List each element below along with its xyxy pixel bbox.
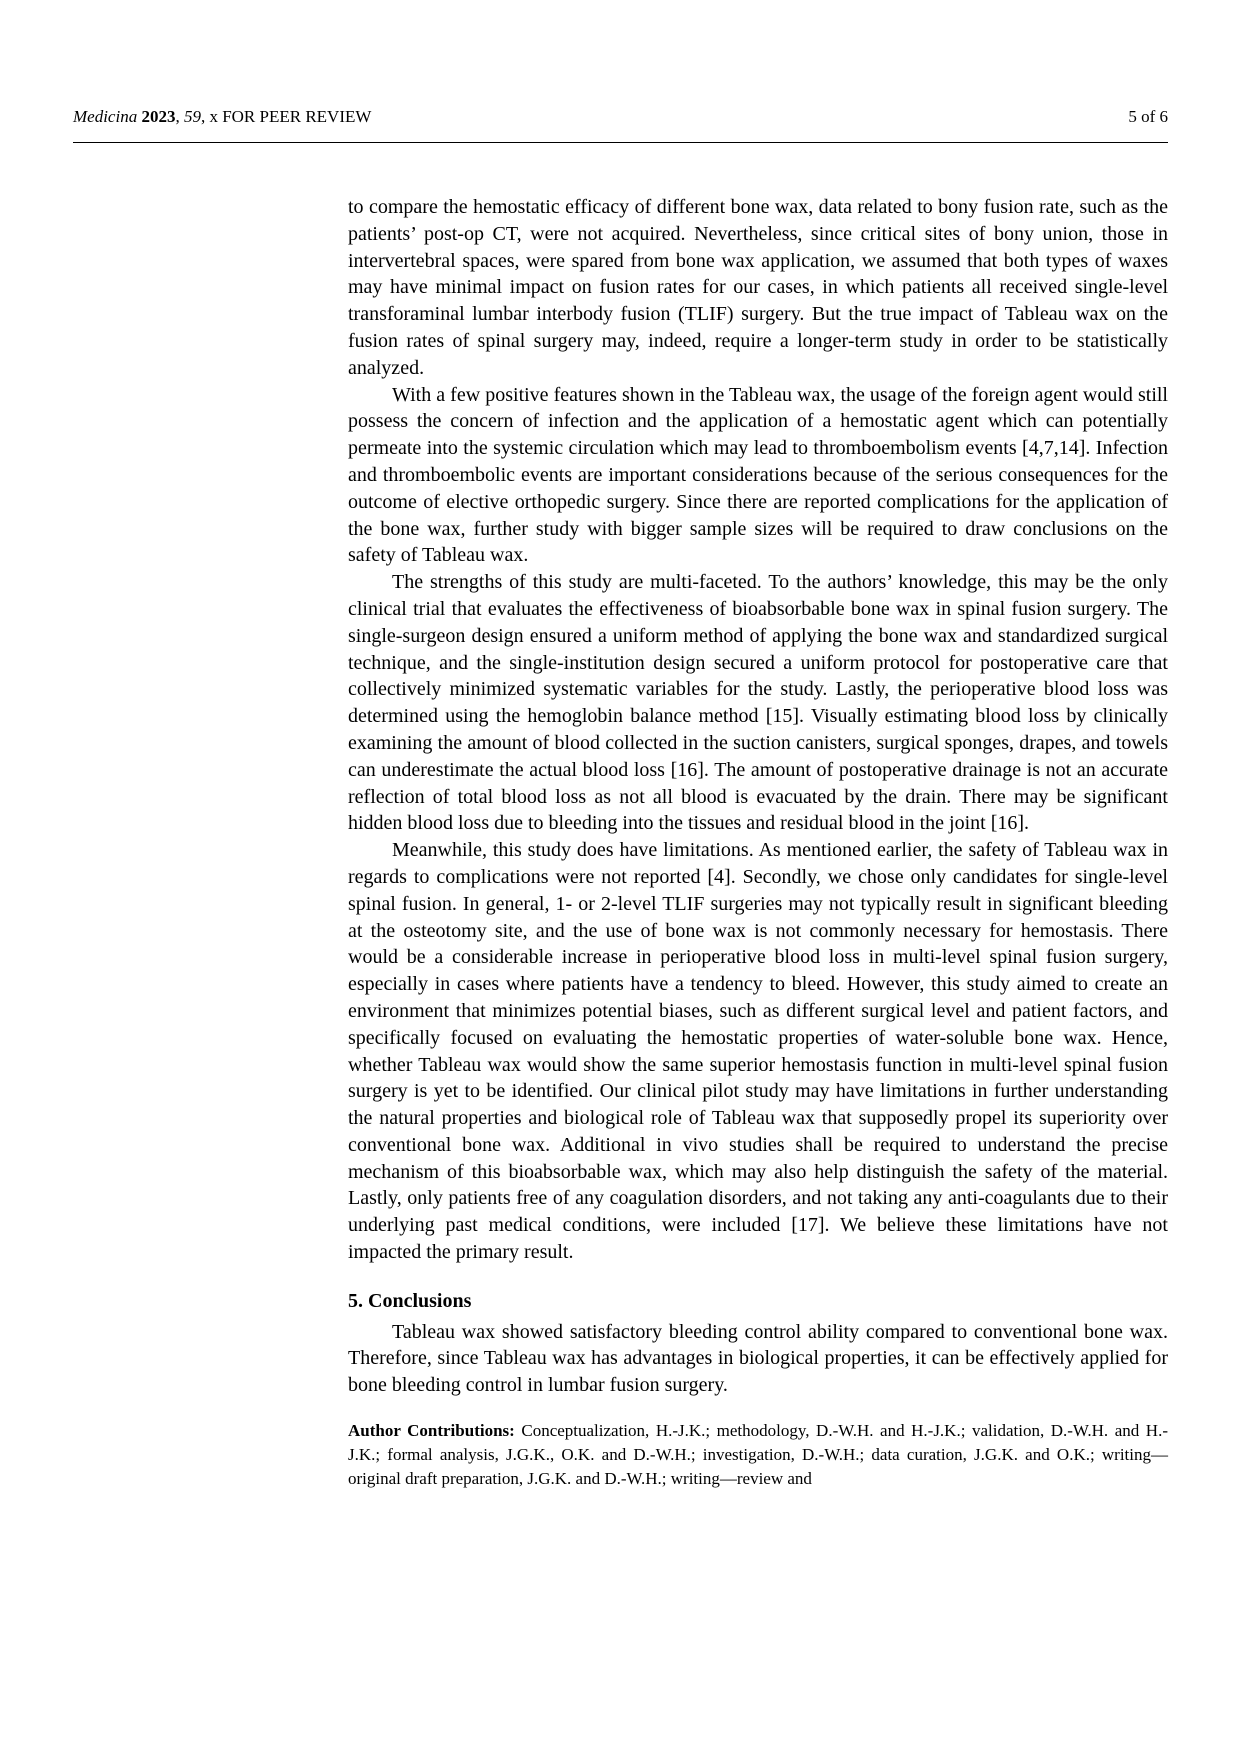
paragraph-fusion-rate: to compare the hemostatic efficacy of different bone wax, data related to bony fusion rate, such as the patients’ post-op CT, were not acquired. Nevertheless, since critical sites of bony union, those in intervertebral spaces, were spared from bone wax application, we assumed that both types of waxes may have minimal impact on fusion rates for our cases, in which patients all received single-level transforaminal lumbar interbody fusion (TLIF) surgery. But the true impact of Tableau wax on the fusion rates of spinal surgery may, indeed, require a longer-term study in order to be statistically analyzed. — [348, 196, 1168, 379]
author-contributions — [348, 1419, 1168, 1491]
journal-citation: Medicina 2023, 59, x FOR PEER REVIEW — [73, 107, 372, 126]
paragraph-limitations: Meanwhile, this study does have limitations. As mentioned earlier, the safety of Tableau wax in regards to complications were not reported [4]. Secondly, we chose only candidates for single-level spinal fusion. In general, 1- or 2-level TLIF surgeries may not typically result in significant bleeding at the osteotomy site, and the use of bone wax is not commonly necessary for hemostasis. There would be a considerable increase in perioperative blood loss in multi-level spinal fusion surgery, especially in cases where patients have a tendency to bleed. However, this study aimed to create an environment that minimizes potential biases, such as different surgical level and patient factors, and specifically focused on evaluating the hemostatic properties of water-soluble bone wax. Hence, whether Tableau wax would show the same superior hemostasis function in multi-level spinal fusion surgery is yet to be identified. Our clinical pilot study may have limitations in further understanding the natural properties and biological role of Tableau wax that supposedly propel its superiority over conventional bone wax. Additional in vivo studies shall be required to understand the precise mechanism of this bioabsorbable wax, which may also help distinguish the safety of the material. Lastly, only patients free of any coagulation disorders, and not taking any anti-coagulants due to their underlying past medical conditions, were included [17]. We believe these limitations have not impacted the primary result. — [348, 839, 1168, 1264]
journal-volume: 59 — [183, 107, 201, 126]
conclusions-heading: 5. Conclusions — [348, 1289, 472, 1312]
journal-year: 2023 — [141, 107, 176, 126]
journal-status: , x FOR PEER REVIEW — [200, 107, 372, 126]
conclusions-text: Tableau wax showed satisfactory bleeding control ability compared to conventional bone wax. Therefore, since Tableau wax has advantages in biological properties, it can be effectively applied for bone bleeding control in lumbar fusion surgery. — [348, 1320, 1168, 1397]
paragraph-strengths: The strengths of this study are multi-faceted. To the authors’ knowledge, this may be the only clinical trial that evaluates the effectiveness of bioabsorbable bone wax in spinal fusion surgery. The single-surgeon design ensured a uniform method of applying the bone wax and standardized surgical technique, and the single-institution design secured a uniform protocol for postoperative care that collectively minimized systematic variables for the study. Lastly, the perioperative blood loss was determined using the hemoglobin balance method [15]. Visually estimating blood loss by clinically examining the amount of blood collected in the suction canisters, surgical sponges, drapes, and towels can underestimate the actual blood loss [16]. The amount of postoperative drainage is not an accurate reflection of total blood loss as not all blood is evacuated by the drain. There may be significant hidden blood loss due to bleeding into the tissues and residual blood in the joint [16]. — [348, 571, 1168, 835]
article-body — [348, 194, 1168, 1491]
running-header — [73, 107, 1168, 143]
author-contributions-text: Conceptualization, H.-J.K.; methodology, D.-W.H. and H.-J.K.; validation, D.-W.H. and H.-J.K.; formal analysis, J.G.K., O.K. and D.-W.H.; investigation, D.-W.H.; data curation, J.G.K. and O.K.; writing—original draft preparation, J.G.K. and D.-W.H.; writing—review and — [348, 1421, 1168, 1489]
author-contributions-label: Author Contributions: — [348, 1421, 515, 1441]
paragraph-safety: With a few positive features shown in the Tableau wax, the usage of the foreign agent would still possess the concern of infection and the application of a hemostatic agent which can potentially permeate into the systemic circulation which may lead to thromboembolism events [4,7,14]. Infection and thromboembolic events are important considerations because of the serious consequences for the outcome of elective orthopedic surgery. Since there are reported complications for the application of the bone wax, further study with bigger sample sizes will be required to draw conclusions on the safety of Tableau wax. — [348, 383, 1168, 567]
page-number: 5 of 6 — [1128, 107, 1168, 126]
journal-name: Medicina — [73, 107, 138, 126]
